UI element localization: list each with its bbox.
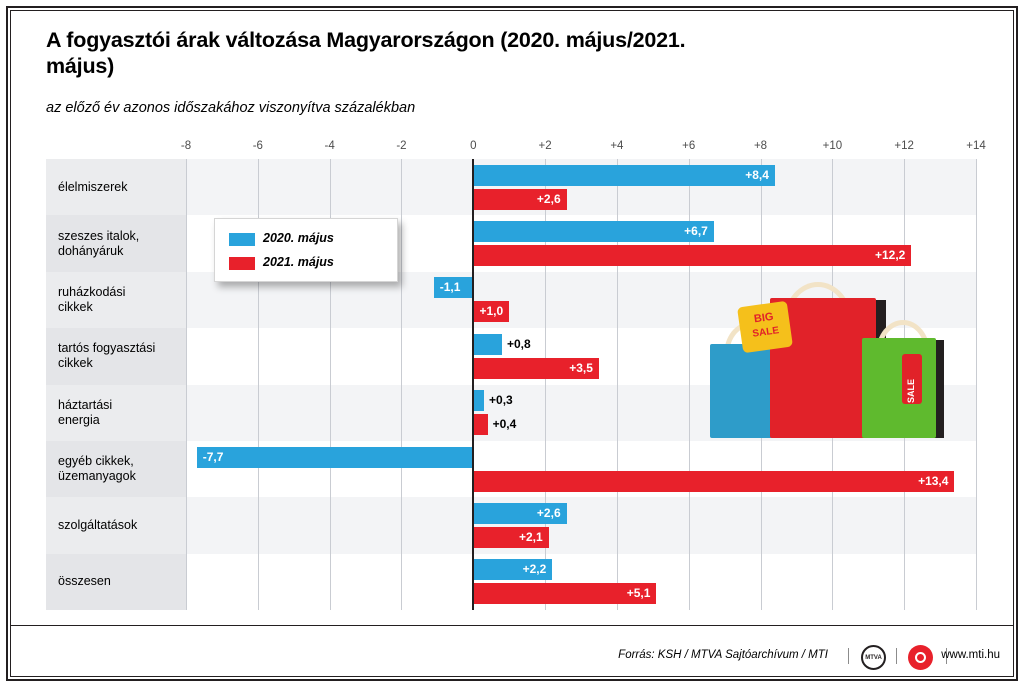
gridline — [976, 159, 977, 610]
bar-value-label: +5,1 — [626, 586, 651, 601]
chart — [46, 140, 986, 610]
bar-2021-4 — [473, 414, 487, 435]
mtva-logo: MTVA — [861, 645, 886, 670]
website-text: www.mti.hu — [941, 649, 1000, 661]
bar-2020-3 — [473, 334, 502, 355]
category-label: élelmiszerek — [58, 179, 128, 194]
bar-value-label: -1,1 — [439, 280, 461, 295]
category-label: háztartási energia — [58, 397, 113, 427]
bar-2020-4 — [473, 390, 484, 411]
bar-2021-5 — [473, 471, 954, 492]
bar-value-label: +2,6 — [536, 191, 561, 206]
x-tick-+8: +8 — [753, 140, 768, 152]
bar-value-label: +0,3 — [489, 393, 513, 408]
legend-swatch-2021 — [229, 257, 255, 270]
x-tick-+14: +14 — [966, 140, 986, 152]
tag-sale2-text: SALE — [906, 379, 916, 404]
bar-value-label: +2,1 — [518, 529, 543, 544]
bar-value-label: +1,0 — [479, 304, 504, 319]
x-tick-0: 0 — [470, 140, 477, 152]
category-label: ruházkodási cikkek — [58, 284, 126, 314]
category-label: egyéb cikkek, üzemanyagok — [58, 454, 136, 484]
mti-logo — [908, 645, 933, 670]
footer-divider — [11, 625, 1013, 626]
bar-value-label: +2,6 — [536, 505, 561, 520]
category-label: szeszes italok, dohányáruk — [58, 228, 140, 258]
page-title: A fogyasztói árak változása Magyarországon (2020. május/2021. május) — [46, 28, 686, 79]
bar-value-label: +0,4 — [492, 417, 517, 432]
tag-sale-text: SALE — [751, 325, 780, 340]
footer-separator-1 — [848, 648, 849, 664]
zero-axis-line — [472, 159, 474, 610]
bar-value-label: +2,2 — [522, 562, 547, 577]
bag-blue — [710, 344, 774, 438]
x-axis-tick-labels — [46, 140, 986, 156]
legend — [214, 218, 398, 282]
x-tick--2: -2 — [396, 140, 407, 152]
category-label: szolgáltatások — [58, 517, 138, 532]
category-label: tartós fogyasztási cikkek — [58, 341, 156, 371]
bar-2021-1 — [473, 245, 911, 266]
bar-value-label: +8,4 — [745, 167, 769, 182]
footer-separator-2 — [896, 648, 897, 664]
shopping-bags-illustration — [658, 282, 968, 467]
x-tick--8: -8 — [180, 140, 192, 152]
x-tick-+10: +10 — [822, 140, 843, 152]
legend-label-2021: 2021. május — [263, 255, 334, 269]
bar-2020-0 — [473, 165, 775, 186]
x-tick-+4: +4 — [610, 140, 624, 152]
bar-2020-1 — [473, 221, 714, 242]
gridline — [401, 159, 402, 610]
bar-value-label: +6,7 — [684, 224, 708, 239]
bar-value-label: +12,2 — [874, 248, 906, 263]
category-label: összesen — [58, 574, 111, 589]
x-tick-+12: +12 — [894, 140, 914, 152]
x-tick-+2: +2 — [538, 140, 552, 152]
page-subtitle: az előző év azonos időszakához viszonyítva százalékban — [46, 100, 416, 116]
source-text: Forrás: KSH / MTVA Sajtóarchívum / MTI — [618, 649, 828, 661]
bar-value-label: +13,4 — [918, 473, 949, 488]
price-tag-sale — [902, 354, 922, 404]
tag-big-text: BIG — [753, 310, 775, 326]
bar-value-label: -7,7 — [202, 449, 224, 464]
x-tick--6: -6 — [252, 140, 263, 152]
x-tick--4: -4 — [324, 140, 335, 152]
bar-value-label: +0,8 — [507, 336, 531, 351]
bar-value-label: +3,5 — [569, 360, 593, 375]
legend-swatch-2020 — [229, 233, 255, 246]
gridline — [186, 159, 187, 610]
legend-label-2020: 2020. május — [263, 231, 334, 245]
x-tick-+6: +6 — [682, 140, 696, 152]
price-tag-big-sale — [737, 301, 793, 354]
bar-2020-5 — [197, 447, 474, 468]
